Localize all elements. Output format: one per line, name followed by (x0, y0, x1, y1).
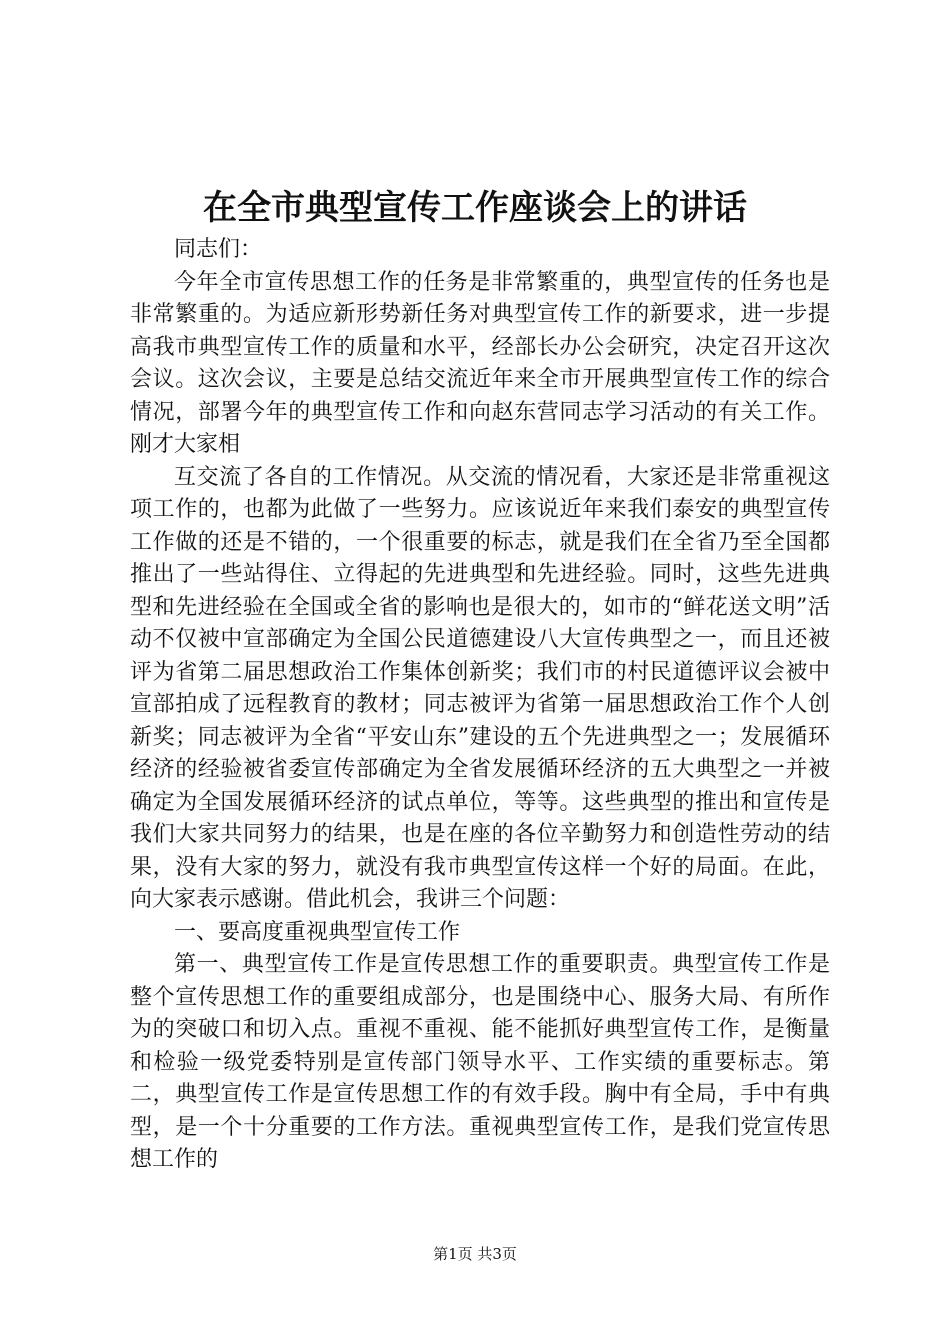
paragraph-1: 今年全市宣传思想工作的任务是非常繁重的，典型宣传的任务也是非常繁重的。为适应新形势新任务对典型宣传工作的新要求，进一步提高我市典型宣传工作的质量和水平，经部长办公会研究，决定召开这次会议。这次会议，主要是总结交流近年来全市开展典型宣传工作的综合情况，部署今年的典型宣传工作和向赵东营同志学习活动的有关工作。刚才大家相 (130, 269, 830, 457)
section-heading-1: 一、要高度重视典型宣传工作 (174, 919, 461, 945)
salutation: 同志们： (174, 237, 263, 262)
paragraph-3: 第一、典型宣传工作是宣传思想工作的重要职责。典型宣传工作是整个宣传思想工作的重要组成部分，也是围绕中心、服务大局、有所作为的突破口和切入点。重视不重视、能不能抓好典型宣传工作，是衡量和检验一级党委特别是宣传部门领导水平、工作实绩的重要标志。第二，典型宣传工作是宣传思想工作的有效手段。胸中有全局，手中有典型，是一个十分重要的工作方法。重视典型宣传工作，是我们党宣传思想工作的 (130, 952, 830, 1172)
document-body (130, 234, 830, 1177)
document-title: 在全市典型宣传工作座谈会上的讲话 (203, 188, 747, 228)
page-number-footer: 第1页 共3页 (433, 1245, 517, 1263)
paragraph-2: 互交流了各自的工作情况。从交流的情况看，大家还是非常重视这项工作的，也都为此做了一些努力。应该说近年来我们泰安的典型宣传工作做的还是不错的，一个很重要的标志，就是我们在全省乃至全国都推出了一些站得住、立得起的先进典型和先进经验。同时，这些先进典型和先进经验在全国或全省的影响也是很大的，如市的“鲜花送文明”活动不仅被中宣部确定为全国公民道德建设八大宣传典型之一，而且还被评为省第二届思想政治工作集体创新奖；我们市的村民道德评议会被中宣部拍成了远程教育的教材；同志被评为省第一届思想政治工作个人创新奖；同志被评为全省“平安山东”建设的五个先进典型之一；发展循环经济的经验被省委宣传部确定为全省发展循环经济的五大典型之一并被确定为全国发展循环经济的试点单位，等等。这些典型的推出和宣传是我们大家共同努力的结果，也是在座的各位辛勤努力和创造性劳动的结果，没有大家的努力，就没有我市典型宣传这样一个好的局面。在此，向大家表示感谢。借此机会，我讲三个问题： (130, 464, 830, 912)
